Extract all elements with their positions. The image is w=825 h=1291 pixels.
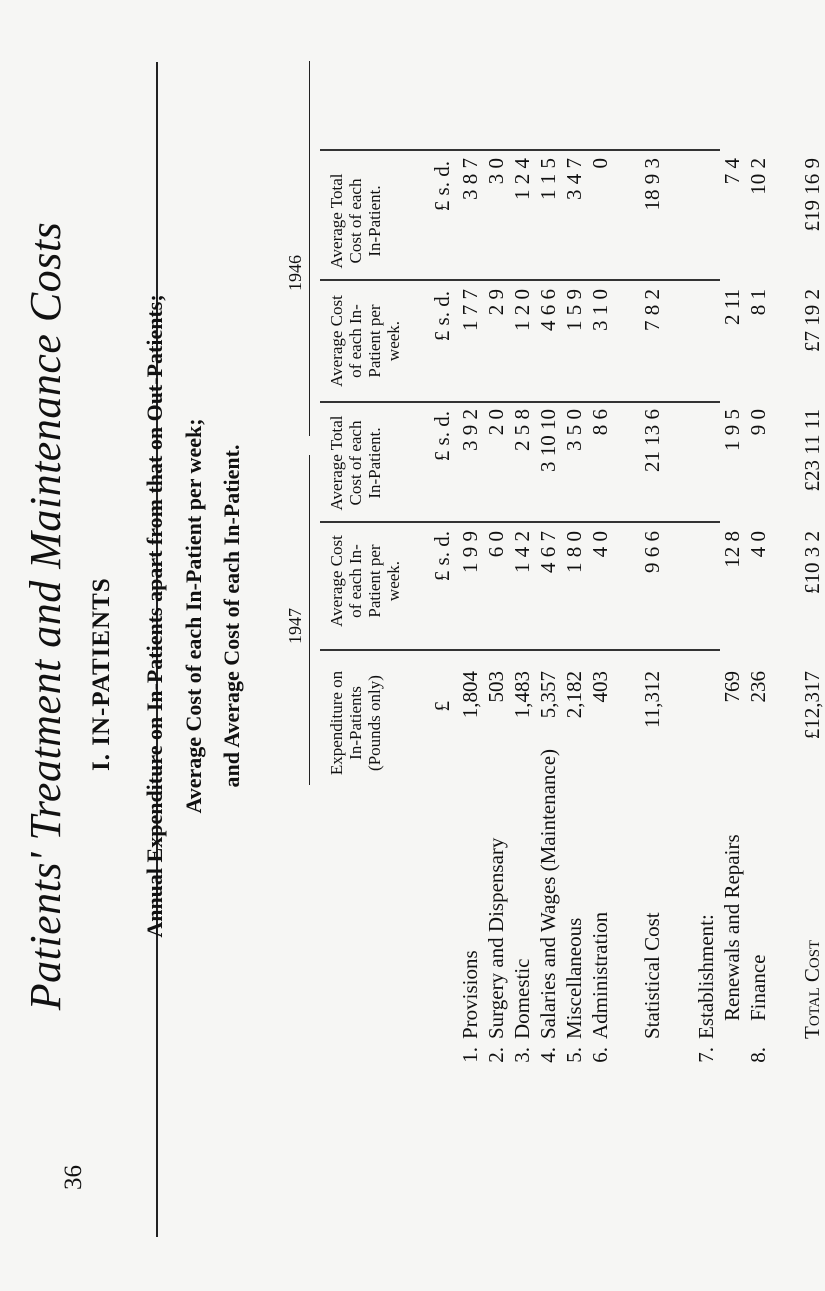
subtitle-line-2: Average Cost of each In-Patient per week; — [181, 418, 206, 814]
cell-expenditure: 2,182 — [562, 671, 586, 719]
cell-total-1946: £19 16 9 — [800, 158, 824, 232]
cell-weekly-1946: 8 1 — [746, 289, 770, 316]
column-header-total-1946: Average Total Cost of each In-Patient. — [327, 173, 384, 269]
table-row — [562, 0, 586, 1291]
cell-weekly-1946: 2 11 — [720, 289, 744, 325]
unit-c2: £ s. d. — [430, 531, 454, 582]
cell-total-1947: 2 0 — [484, 409, 508, 436]
row-label: Statistical Cost — [640, 912, 664, 1039]
cell-expenditure: 503 — [484, 671, 508, 703]
page-title: Patients' Treatment and Maintenance Costs — [21, 221, 70, 1011]
subtitle-line-1: Annual Expenditure on In-Patients apart from that on Out-Patients; — [142, 294, 167, 938]
cell-weekly-1947: 1 8 0 — [562, 531, 586, 573]
unit-c1: £ — [430, 701, 454, 712]
subtitle-line-3: and Average Cost of each In-Patient. — [219, 444, 244, 788]
year-1946: 1946 — [285, 255, 305, 291]
cell-expenditure: 5,357 — [536, 671, 560, 719]
table-row — [800, 0, 824, 1291]
row-number: 4. — [536, 1047, 560, 1063]
cell-weekly-1947: 9 6 6 — [640, 531, 664, 573]
row-number: 3. — [510, 1047, 534, 1063]
cell-weekly-1947: 4 0 — [746, 531, 770, 558]
row-number: 1. — [458, 1047, 482, 1063]
unit-c5: £ s. d. — [430, 161, 454, 212]
cell-total-1946: 10 2 — [746, 158, 770, 195]
unit-c4: £ s. d. — [430, 291, 454, 342]
column-header-weekly-1947: Average Cost of each In-Patient per week. — [327, 535, 403, 627]
row-label: Surgery and Dispensary — [484, 837, 508, 1039]
cell-total-1946: 3 4 7 — [562, 158, 586, 200]
cell-total-1947: 3 5 0 — [562, 409, 586, 451]
table-row — [458, 0, 482, 1291]
cell-expenditure: 1,483 — [510, 671, 534, 719]
table-row — [720, 0, 744, 1291]
cell-weekly-1946: £7 19 2 — [800, 289, 824, 352]
row-label: Miscellaneous — [562, 917, 586, 1039]
cell-weekly-1947: 6 0 — [484, 531, 508, 558]
cell-total-1947: 3 10 10 — [536, 409, 560, 472]
cell-total-1946: 3 8 7 — [458, 158, 482, 200]
table-row — [746, 0, 770, 1291]
unit-row — [430, 0, 454, 1291]
year-1947: 1947 — [285, 608, 305, 644]
row-number: 7. — [694, 1047, 718, 1063]
row-number: 6. — [588, 1047, 612, 1063]
cell-expenditure: 236 — [746, 671, 770, 703]
cell-total-1947: 3 9 2 — [458, 409, 482, 451]
table-row — [510, 0, 534, 1291]
cell-total-1946: 1 1 5 — [536, 158, 560, 200]
cell-expenditure: £12,317 — [800, 671, 824, 740]
cell-weekly-1947: 1 9 9 — [458, 531, 482, 573]
row-label: Establishment: — [694, 914, 718, 1039]
cell-total-1947: £23 11 11 — [800, 409, 824, 492]
column-header-weekly-1946: Average Cost of each In-Patient per week. — [327, 295, 403, 387]
cell-weekly-1947: 4 6 7 — [536, 531, 560, 573]
table-row — [484, 0, 508, 1291]
cell-weekly-1946: 7 8 2 — [640, 289, 664, 331]
cell-weekly-1947: 4 0 — [588, 531, 612, 558]
row-number: 8. — [746, 1047, 770, 1063]
row-label: Salaries and Wages (Maintenance) — [536, 748, 560, 1039]
cell-weekly-1946: 4 6 6 — [536, 289, 560, 331]
cell-total-1947: 21 13 6 — [640, 409, 664, 472]
cell-total-1947: 2 5 8 — [510, 409, 534, 451]
cell-weekly-1946: 1 2 0 — [510, 289, 534, 331]
table-row — [694, 0, 718, 1291]
cell-weekly-1946: 1 5 9 — [562, 289, 586, 331]
row-label: Domestic — [510, 958, 534, 1039]
cell-expenditure: 1,804 — [458, 671, 482, 719]
table-row — [640, 0, 664, 1291]
row-label: Administration — [588, 911, 612, 1039]
cell-total-1946: 3 0 — [484, 158, 508, 185]
row-label: Total Cost — [800, 939, 824, 1039]
section-heading: I. IN-PATIENTS — [88, 577, 115, 771]
row-number: 2. — [484, 1047, 508, 1063]
page-number: 36 — [60, 1165, 87, 1190]
row-number: 5. — [562, 1047, 586, 1063]
row-label: Finance — [746, 954, 770, 1021]
cell-total-1946: 0 — [588, 158, 612, 169]
column-header-total-1947: Average Total Cost of each In-Patient. — [327, 415, 384, 511]
table-row — [536, 0, 560, 1291]
row-label: Provisions — [458, 950, 482, 1039]
cell-expenditure: 403 — [588, 671, 612, 703]
column-header-expenditure: Expenditure on In-Patients (Pounds only) — [327, 670, 384, 776]
cell-expenditure: 11,312 — [640, 671, 664, 728]
row-label: Renewals and Repairs — [720, 834, 744, 1021]
cell-weekly-1946: 2 9 — [484, 289, 508, 316]
cell-weekly-1947: 1 4 2 — [510, 531, 534, 573]
cell-weekly-1947: 12 8 — [720, 531, 744, 568]
cell-total-1946: 1 2 4 — [510, 158, 534, 200]
cell-total-1947: 8 6 — [588, 409, 612, 436]
cell-total-1947: 1 9 5 — [720, 409, 744, 451]
table-row — [588, 0, 612, 1291]
cell-weekly-1946: 3 1 0 — [588, 289, 612, 331]
year-1947-brace — [309, 455, 320, 785]
year-1946-brace — [309, 61, 320, 436]
cell-expenditure: 769 — [720, 671, 744, 703]
cell-total-1946: 18 9 3 — [640, 158, 664, 211]
unit-c3: £ s. d. — [430, 411, 454, 462]
cell-total-1947: 9 0 — [746, 409, 770, 436]
cell-weekly-1946: 1 7 7 — [458, 289, 482, 331]
cell-total-1946: 7 4 — [720, 158, 744, 185]
cell-weekly-1947: £10 3 2 — [800, 531, 824, 594]
